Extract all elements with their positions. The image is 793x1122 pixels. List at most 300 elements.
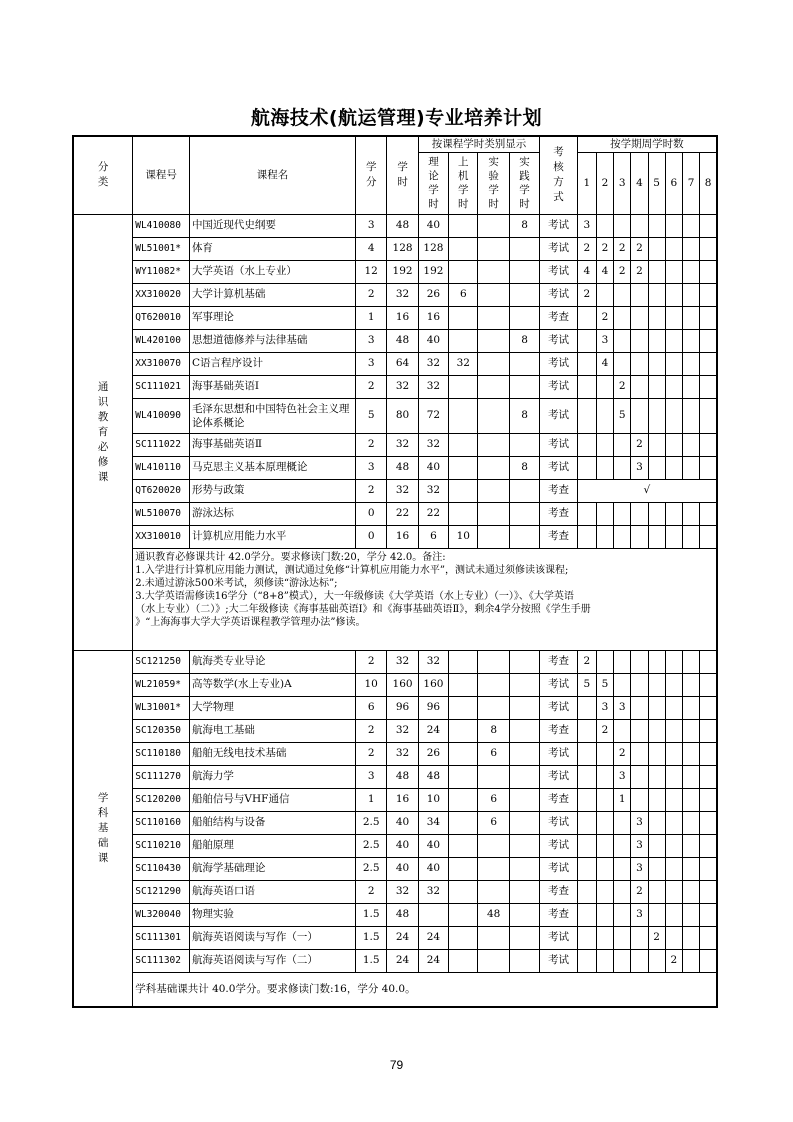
semester-7-hours	[682, 260, 699, 283]
theory-hours: 26	[418, 283, 448, 306]
course-row	[73, 283, 717, 306]
semester-4-hours: 3	[631, 857, 648, 880]
semester-7-hours	[682, 880, 699, 903]
semester-8-hours	[700, 502, 717, 525]
semester-1-hours	[577, 398, 596, 433]
semester-1-hours	[577, 880, 596, 903]
course-name: 航海电工基础	[189, 719, 355, 742]
semester-7-hours	[682, 857, 699, 880]
semester-merged: √	[577, 479, 717, 502]
practice-hours	[509, 719, 539, 742]
semester-2-hours: 4	[596, 260, 613, 283]
computer-hours	[449, 398, 478, 433]
practice-hours	[509, 765, 539, 788]
semester-1-hours	[577, 788, 596, 811]
assessment-method: 考试	[540, 283, 577, 306]
semester-4-hours: 2	[631, 433, 648, 456]
course-row	[73, 765, 717, 788]
course-hours: 96	[387, 696, 418, 719]
assessment-method: 考查	[540, 650, 577, 673]
semester-4-hours	[631, 673, 648, 696]
semester-1-hours: 2	[577, 237, 596, 260]
semester-5-hours	[648, 329, 665, 352]
course-code: SC110210	[133, 834, 190, 857]
practice-hours	[509, 857, 539, 880]
course-name: 毛泽东思想和中国特色社会主义理论体系概论	[189, 398, 355, 433]
header-credit: 学分	[356, 136, 387, 214]
course-row	[73, 352, 717, 375]
course-hours: 48	[387, 214, 418, 237]
semester-3-hours	[614, 811, 631, 834]
semester-2-hours	[596, 283, 613, 306]
semester-3-hours: 5	[614, 398, 631, 433]
course-credit: 2.5	[356, 811, 387, 834]
course-code: SC110430	[133, 857, 190, 880]
course-name: 船舶信号与VHF通信	[189, 788, 355, 811]
theory-hours: 32	[418, 479, 448, 502]
semester-4-hours: 3	[631, 456, 648, 479]
course-credit: 2	[356, 433, 387, 456]
semester-8-hours	[700, 811, 717, 834]
semester-3-hours	[614, 283, 631, 306]
course-hours: 32	[387, 375, 418, 398]
semester-8-hours	[700, 926, 717, 949]
assessment-method: 考试	[540, 742, 577, 765]
course-code: SC110180	[133, 742, 190, 765]
semester-6-hours: 2	[665, 949, 682, 972]
practice-hours	[509, 260, 539, 283]
computer-hours	[449, 788, 478, 811]
semester-4-hours: 2	[631, 880, 648, 903]
semester-1-hours	[577, 719, 596, 742]
semester-7-hours	[682, 502, 699, 525]
course-code: WY11082*	[133, 260, 190, 283]
course-name: 海事基础英语Ⅱ	[189, 433, 355, 456]
course-hours: 16	[387, 525, 418, 548]
computer-hours	[449, 650, 478, 673]
course-credit: 12	[356, 260, 387, 283]
course-hours: 48	[387, 903, 418, 926]
computer-hours	[449, 214, 478, 237]
semester-3-hours	[614, 650, 631, 673]
course-code: QT620020	[133, 479, 190, 502]
semester-5-hours	[648, 834, 665, 857]
course-name: 船舶无线电技术基础	[189, 742, 355, 765]
course-code: WL51001*	[133, 237, 190, 260]
semester-7-hours	[682, 650, 699, 673]
course-code: WL31001*	[133, 696, 190, 719]
course-hours: 16	[387, 788, 418, 811]
semester-5-hours	[648, 525, 665, 548]
course-credit: 1	[356, 306, 387, 329]
semester-7-hours	[682, 834, 699, 857]
computer-hours	[449, 765, 478, 788]
course-name: 海事基础英语Ⅰ	[189, 375, 355, 398]
course-name: 体育	[189, 237, 355, 260]
course-hours: 32	[387, 650, 418, 673]
experiment-hours	[478, 650, 509, 673]
semester-3-hours	[614, 926, 631, 949]
semester-7-hours	[682, 237, 699, 260]
course-credit: 1	[356, 788, 387, 811]
assessment-method: 考查	[540, 306, 577, 329]
assessment-method: 考试	[540, 352, 577, 375]
experiment-hours	[478, 926, 509, 949]
semester-5-hours	[648, 857, 665, 880]
experiment-hours	[478, 375, 509, 398]
course-name: 大学英语（水上专业）	[189, 260, 355, 283]
semester-4-hours	[631, 306, 648, 329]
assessment-method: 考试	[540, 926, 577, 949]
theory-hours: 16	[418, 306, 448, 329]
experiment-hours	[478, 398, 509, 433]
semester-3-hours: 3	[614, 696, 631, 719]
semester-2-hours	[596, 926, 613, 949]
note-line: 3.大学英语需修读16学分（“8+8”模式），大一年级修读《大学英语（水上专业）（一）》、《大学英语	[135, 590, 574, 602]
practice-hours: 8	[509, 456, 539, 479]
course-row	[73, 214, 717, 237]
assessment-method: 考试	[540, 949, 577, 972]
practice-hours	[509, 673, 539, 696]
theory-hours: 128	[418, 237, 448, 260]
course-code: XX310070	[133, 352, 190, 375]
theory-hours: 6	[418, 525, 448, 548]
course-name: 马克思主义基本原理概论	[189, 456, 355, 479]
semester-8-hours	[700, 650, 717, 673]
semester-5-hours	[648, 260, 665, 283]
semester-4-hours: 3	[631, 811, 648, 834]
semester-4-hours	[631, 926, 648, 949]
semester-1-hours	[577, 433, 596, 456]
course-row	[73, 788, 717, 811]
semester-6-hours	[665, 765, 682, 788]
semester-2-hours	[596, 214, 613, 237]
course-row	[73, 237, 717, 260]
assessment-method: 考试	[540, 857, 577, 880]
theory-hours: 32	[418, 375, 448, 398]
course-credit: 6	[356, 696, 387, 719]
course-name: 大学计算机基础	[189, 283, 355, 306]
semester-2-hours	[596, 857, 613, 880]
semester-4-hours	[631, 525, 648, 548]
experiment-hours: 8	[478, 719, 509, 742]
semester-3-hours	[614, 214, 631, 237]
semester-6-hours	[665, 696, 682, 719]
course-credit: 1.5	[356, 903, 387, 926]
semester-7-hours	[682, 765, 699, 788]
semester-3-hours: 2	[614, 237, 631, 260]
course-hours: 48	[387, 329, 418, 352]
semester-2-hours: 2	[596, 719, 613, 742]
course-code: WL410090	[133, 398, 190, 433]
assessment-method: 考查	[540, 502, 577, 525]
semester-2-hours	[596, 903, 613, 926]
semester-8-hours	[700, 673, 717, 696]
semester-4-hours	[631, 719, 648, 742]
semester-4-hours	[631, 765, 648, 788]
semester-1-hours: 5	[577, 673, 596, 696]
course-row	[73, 525, 717, 548]
semester-2-hours	[596, 525, 613, 548]
experiment-hours	[478, 525, 509, 548]
semester-6-hours	[665, 352, 682, 375]
course-hours: 32	[387, 742, 418, 765]
course-code: SC111270	[133, 765, 190, 788]
semester-8-hours	[700, 237, 717, 260]
course-credit: 2	[356, 880, 387, 903]
semester-8-hours	[700, 949, 717, 972]
semester-3-hours: 2	[614, 742, 631, 765]
semester-2-hours: 3	[596, 329, 613, 352]
course-row	[73, 673, 717, 696]
course-name: 航海英语口语	[189, 880, 355, 903]
theory-hours: 24	[418, 926, 448, 949]
semester-2-hours	[596, 650, 613, 673]
semester-5-hours	[648, 433, 665, 456]
semester-8-hours	[700, 306, 717, 329]
semester-4-hours	[631, 949, 648, 972]
semester-5-hours	[648, 237, 665, 260]
semester-3-hours	[614, 456, 631, 479]
note-line: 》“上海海事大学大学英语课程教学管理办法”修读。	[135, 616, 366, 628]
semester-8-hours	[700, 788, 717, 811]
semester-6-hours	[665, 456, 682, 479]
semester-6-hours	[665, 880, 682, 903]
course-row	[73, 903, 717, 926]
practice-hours	[509, 237, 539, 260]
semester-8-hours	[700, 283, 717, 306]
experiment-hours	[478, 283, 509, 306]
course-row	[73, 696, 717, 719]
semester-1-hours	[577, 329, 596, 352]
course-name: 船舶结构与设备	[189, 811, 355, 834]
course-credit: 0	[356, 502, 387, 525]
semester-8-hours	[700, 352, 717, 375]
semester-6-hours	[665, 306, 682, 329]
course-row	[73, 650, 717, 673]
practice-hours	[509, 926, 539, 949]
semester-6-hours	[665, 857, 682, 880]
course-code: WL320040	[133, 903, 190, 926]
course-name: 航海力学	[189, 765, 355, 788]
semester-7-hours	[682, 329, 699, 352]
course-name: 军事理论	[189, 306, 355, 329]
practice-hours	[509, 306, 539, 329]
theory-hours: 40	[418, 456, 448, 479]
semester-3-hours: 1	[614, 788, 631, 811]
semester-3-hours	[614, 719, 631, 742]
course-code: SC121290	[133, 880, 190, 903]
course-hours: 40	[387, 857, 418, 880]
page-title: 航海技术(航运管理)专业培养计划	[250, 107, 543, 129]
semester-7-hours	[682, 456, 699, 479]
semester-1-hours	[577, 742, 596, 765]
course-hours: 24	[387, 949, 418, 972]
course-row	[73, 479, 717, 502]
course-hours: 16	[387, 306, 418, 329]
experiment-hours: 6	[478, 742, 509, 765]
semester-1-hours	[577, 375, 596, 398]
course-credit: 3	[356, 456, 387, 479]
experiment-hours	[478, 502, 509, 525]
semester-5-hours	[648, 949, 665, 972]
semester-3-hours	[614, 949, 631, 972]
practice-hours	[509, 742, 539, 765]
semester-5-hours	[648, 880, 665, 903]
semester-4-hours	[631, 352, 648, 375]
semester-1-hours	[577, 765, 596, 788]
practice-hours	[509, 479, 539, 502]
computer-hours	[449, 479, 478, 502]
course-code: SC111302	[133, 949, 190, 972]
note-line: （水上专业）（二）》;大二年级修读《海事基础英语Ⅰ》和《海事基础英语Ⅱ》，剩余4学分按照《学生手册	[135, 603, 591, 615]
section-category: 学科基础课	[73, 650, 133, 1007]
semester-1-hours	[577, 949, 596, 972]
computer-hours	[449, 260, 478, 283]
curriculum-table	[72, 135, 718, 1008]
course-code: SC111021	[133, 375, 190, 398]
header-experiment: 实验学时	[478, 152, 509, 214]
course-row	[73, 260, 717, 283]
course-code: SC120350	[133, 719, 190, 742]
course-credit: 2	[356, 479, 387, 502]
practice-hours	[509, 949, 539, 972]
semester-1-hours	[577, 926, 596, 949]
semester-5-hours	[648, 214, 665, 237]
course-name: 高等数学(水上专业)A	[189, 673, 355, 696]
semester-8-hours	[700, 398, 717, 433]
semester-5-hours	[648, 352, 665, 375]
course-row	[73, 834, 717, 857]
experiment-hours: 6	[478, 811, 509, 834]
semester-2-hours	[596, 949, 613, 972]
semester-6-hours	[665, 398, 682, 433]
course-credit: 3	[356, 214, 387, 237]
semester-7-hours	[682, 352, 699, 375]
semester-3-hours: 2	[614, 375, 631, 398]
course-hours: 24	[387, 926, 418, 949]
semester-8-hours	[700, 834, 717, 857]
semester-3-hours	[614, 306, 631, 329]
semester-6-hours	[665, 742, 682, 765]
semester-7-hours	[682, 306, 699, 329]
practice-hours	[509, 696, 539, 719]
practice-hours	[509, 375, 539, 398]
course-code: SC111022	[133, 433, 190, 456]
semester-2-hours	[596, 742, 613, 765]
header-computer: 上机学时	[449, 152, 478, 214]
assessment-method: 考试	[540, 834, 577, 857]
semester-8-hours	[700, 857, 717, 880]
semester-3-hours	[614, 834, 631, 857]
course-code: WL410110	[133, 456, 190, 479]
semester-6-hours	[665, 329, 682, 352]
semester-2-hours	[596, 811, 613, 834]
semester-7-hours	[682, 811, 699, 834]
course-name: 中国近现代史纲要	[189, 214, 355, 237]
course-row	[73, 456, 717, 479]
semester-8-hours	[700, 880, 717, 903]
semester-5-hours	[648, 283, 665, 306]
semester-1-hours	[577, 903, 596, 926]
course-credit: 2	[356, 742, 387, 765]
computer-hours: 6	[449, 283, 478, 306]
course-name: 思想道德修养与法律基础	[189, 329, 355, 352]
course-name: 航海英语阅读与写作（二）	[189, 949, 355, 972]
semester-5-hours	[648, 650, 665, 673]
semester-1-hours: 2	[577, 283, 596, 306]
course-hours: 80	[387, 398, 418, 433]
computer-hours	[449, 329, 478, 352]
semester-6-hours	[665, 283, 682, 306]
semester-6-hours	[665, 214, 682, 237]
assessment-method: 考查	[540, 880, 577, 903]
course-hours: 32	[387, 880, 418, 903]
experiment-hours	[478, 329, 509, 352]
course-hours: 40	[387, 811, 418, 834]
assessment-method: 考查	[540, 719, 577, 742]
course-row	[73, 502, 717, 525]
theory-hours: 192	[418, 260, 448, 283]
semester-4-hours	[631, 502, 648, 525]
theory-hours: 32	[418, 650, 448, 673]
assessment-method: 考试	[540, 398, 577, 433]
experiment-hours	[478, 765, 509, 788]
theory-hours: 22	[418, 502, 448, 525]
semester-5-hours	[648, 673, 665, 696]
experiment-hours	[478, 352, 509, 375]
experiment-hours	[478, 306, 509, 329]
semester-5-hours	[648, 903, 665, 926]
computer-hours	[449, 696, 478, 719]
semester-1-hours	[577, 811, 596, 834]
semester-2-hours	[596, 375, 613, 398]
course-hours: 32	[387, 433, 418, 456]
experiment-hours: 6	[478, 788, 509, 811]
semester-4-hours	[631, 375, 648, 398]
course-name: 计算机应用能力水平	[189, 525, 355, 548]
computer-hours	[449, 719, 478, 742]
assessment-method: 考试	[540, 214, 577, 237]
header-by-semester: 按学期周学时数	[577, 136, 717, 152]
semester-5-hours	[648, 765, 665, 788]
semester-4-hours	[631, 788, 648, 811]
semester-3-hours	[614, 433, 631, 456]
header-assessment: 考核方式	[540, 136, 577, 214]
course-credit: 3	[356, 765, 387, 788]
course-row	[73, 742, 717, 765]
semester-6-hours	[665, 375, 682, 398]
semester-3-hours	[614, 525, 631, 548]
semester-7-hours	[682, 375, 699, 398]
computer-hours	[449, 237, 478, 260]
semester-5-hours	[648, 306, 665, 329]
semester-1-hours: 4	[577, 260, 596, 283]
semester-2-hours	[596, 788, 613, 811]
semester-5-hours	[648, 788, 665, 811]
semester-5-hours	[648, 375, 665, 398]
header-category: 分类	[73, 136, 133, 214]
note-line: 1.入学进行计算机应用能力测试，测试通过免修“计算机应用能力水平”，测试未通过须修读该课程;	[135, 564, 569, 576]
assessment-method: 考试	[540, 456, 577, 479]
course-hours: 64	[387, 352, 418, 375]
semester-8-hours	[700, 329, 717, 352]
semester-8-hours	[700, 903, 717, 926]
theory-hours: 72	[418, 398, 448, 433]
theory-hours: 32	[418, 880, 448, 903]
semester-3-hours	[614, 329, 631, 352]
semester-7-hours	[682, 525, 699, 548]
